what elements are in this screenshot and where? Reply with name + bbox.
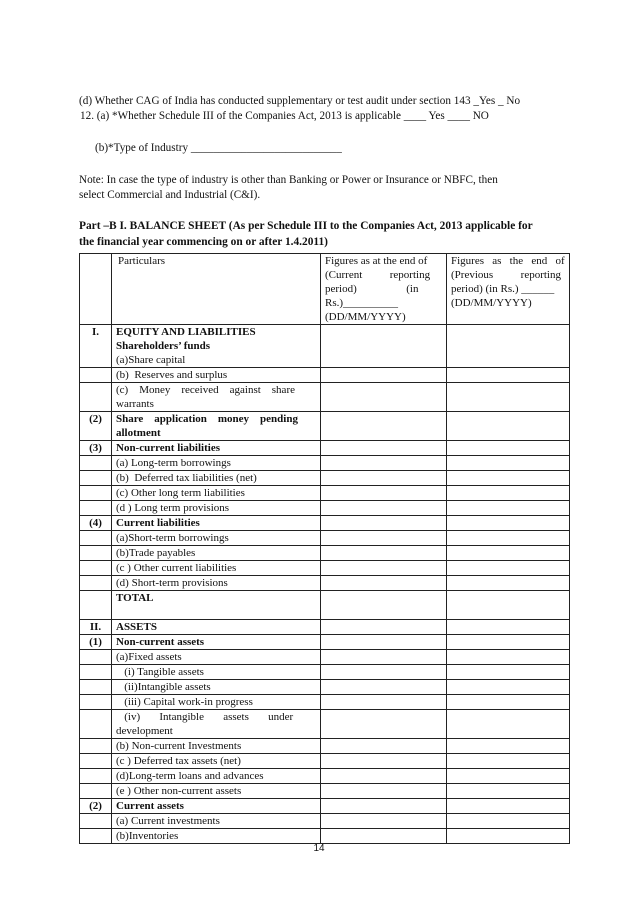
- particulars-line: (b)Inventories: [116, 830, 179, 842]
- current-value-cell: [321, 471, 447, 486]
- row-particulars: [112, 665, 321, 680]
- row-particulars: [112, 739, 321, 754]
- current-value-cell: [321, 325, 447, 368]
- previous-value-cell: [447, 471, 570, 486]
- row-particulars: [112, 383, 321, 412]
- type-of-industry-question: (b)*Type of Industry ___________________________: [95, 142, 342, 154]
- row-particulars: [112, 754, 321, 769]
- row-number: II.: [80, 620, 112, 635]
- particulars-line: (b)Trade payables: [116, 547, 196, 559]
- particulars-line: (c) Other long term liabilities: [116, 487, 245, 499]
- row-number: [80, 383, 112, 412]
- current-value-cell: [321, 784, 447, 799]
- row-number: [80, 576, 112, 591]
- particulars-line: ASSETS: [116, 621, 157, 633]
- particulars-line: (b) Reserves and surplus: [116, 369, 228, 381]
- previous-value-cell: [447, 546, 570, 561]
- particulars-line: (iii) Capital work-in progress: [116, 696, 253, 708]
- row-particulars: [112, 368, 321, 383]
- previous-value-cell: [447, 754, 570, 769]
- header-current-line: period) (in: [325, 283, 419, 295]
- balance-sheet-table: [79, 253, 570, 844]
- row-number: I.: [80, 325, 112, 368]
- previous-value-cell: [447, 814, 570, 829]
- table-row: [80, 412, 570, 441]
- row-number: [80, 471, 112, 486]
- current-value-cell: [321, 814, 447, 829]
- table-row: [80, 576, 570, 591]
- current-value-cell: [321, 531, 447, 546]
- table-row: [80, 325, 570, 368]
- particulars-line: (a)Share capital: [116, 354, 186, 366]
- table-row: [80, 620, 570, 635]
- row-number: [80, 769, 112, 784]
- previous-value-cell: [447, 576, 570, 591]
- current-value-cell: [321, 680, 447, 695]
- row-particulars: [112, 531, 321, 546]
- row-particulars: [112, 591, 321, 620]
- previous-value-cell: [447, 650, 570, 665]
- particulars-line: Non-current liabilities: [116, 442, 220, 454]
- current-value-cell: [321, 368, 447, 383]
- particulars-line: (b) Non-current Investments: [116, 740, 242, 752]
- header-current-period: [321, 254, 447, 325]
- row-number: (1): [80, 635, 112, 650]
- header-current-line: Figures as at the end of: [325, 255, 428, 267]
- row-number: [80, 814, 112, 829]
- table-row: [80, 546, 570, 561]
- table-row: [80, 814, 570, 829]
- previous-value-cell: [447, 620, 570, 635]
- header-num-cell: [80, 254, 112, 325]
- table-row: [80, 516, 570, 531]
- current-value-cell: [321, 576, 447, 591]
- row-particulars: [112, 710, 321, 739]
- previous-value-cell: [447, 635, 570, 650]
- table-row: [80, 799, 570, 814]
- table-row: [80, 665, 570, 680]
- row-particulars: [112, 650, 321, 665]
- particulars-line: (d) Short-term provisions: [116, 577, 228, 589]
- row-particulars: [112, 325, 321, 368]
- current-value-cell: [321, 739, 447, 754]
- current-value-cell: [321, 516, 447, 531]
- row-number: [80, 591, 112, 620]
- previous-value-cell: [447, 368, 570, 383]
- note-line-2: select Commercial and Industrial (C&I).: [79, 189, 261, 201]
- row-particulars: [112, 829, 321, 844]
- particulars-line: Shareholders’ funds: [116, 340, 211, 352]
- particulars-line: (c ) Deferred tax assets (net): [116, 755, 241, 767]
- row-number: [80, 531, 112, 546]
- current-value-cell: [321, 769, 447, 784]
- previous-value-cell: [447, 325, 570, 368]
- schedule-iii-question: 12. (a) *Whether Schedule III of the Companies Act, 2013 is applicable ____ Yes ____ NO: [80, 110, 489, 122]
- row-number: [80, 784, 112, 799]
- previous-value-cell: [447, 710, 570, 739]
- current-value-cell: [321, 710, 447, 739]
- row-number: [80, 680, 112, 695]
- current-value-cell: [321, 383, 447, 412]
- current-value-cell: [321, 501, 447, 516]
- current-value-cell: [321, 486, 447, 501]
- note-line-1: Note: In case the type of industry is other than Banking or Power or Insurance or NBFC, then: [79, 174, 498, 186]
- table-row: [80, 441, 570, 456]
- row-particulars: [112, 441, 321, 456]
- particulars-line: (b) Deferred tax liabilities (net): [116, 472, 257, 484]
- row-number: [80, 829, 112, 844]
- row-number: [80, 546, 112, 561]
- current-value-cell: [321, 754, 447, 769]
- previous-value-cell: [447, 665, 570, 680]
- table-row: [80, 471, 570, 486]
- current-value-cell: [321, 412, 447, 441]
- particulars-line: (c) Money received against share: [116, 384, 295, 396]
- previous-value-cell: [447, 516, 570, 531]
- previous-value-cell: [447, 441, 570, 456]
- current-value-cell: [321, 635, 447, 650]
- row-particulars: [112, 546, 321, 561]
- previous-value-cell: [447, 412, 570, 441]
- table-row: [80, 650, 570, 665]
- header-previous-line: period) (in Rs.) ______: [451, 283, 555, 295]
- row-number: (3): [80, 441, 112, 456]
- row-particulars: [112, 784, 321, 799]
- previous-value-cell: [447, 501, 570, 516]
- row-particulars: [112, 576, 321, 591]
- current-value-cell: [321, 650, 447, 665]
- row-particulars: [112, 620, 321, 635]
- particulars-line: development: [116, 725, 173, 737]
- row-particulars: [112, 814, 321, 829]
- particulars-line: Non-current assets: [116, 636, 205, 648]
- row-number: [80, 501, 112, 516]
- previous-value-cell: [447, 383, 570, 412]
- row-particulars: [112, 516, 321, 531]
- table-row: [80, 769, 570, 784]
- table-row: [80, 591, 570, 620]
- header-current-line: (Current reporting: [325, 269, 431, 281]
- table-row: [80, 368, 570, 383]
- particulars-line: TOTAL: [116, 592, 154, 604]
- current-value-cell: [321, 561, 447, 576]
- table-row: [80, 754, 570, 769]
- previous-value-cell: [447, 456, 570, 471]
- row-number: [80, 754, 112, 769]
- row-number: (2): [80, 412, 112, 441]
- current-value-cell: [321, 591, 447, 620]
- particulars-line: Share application money pending: [116, 413, 298, 425]
- current-value-cell: [321, 695, 447, 710]
- table-header-row: [80, 254, 570, 325]
- current-value-cell: [321, 665, 447, 680]
- row-particulars: [112, 695, 321, 710]
- row-particulars: [112, 486, 321, 501]
- particulars-line: (a)Fixed assets: [116, 651, 182, 663]
- row-particulars: [112, 680, 321, 695]
- previous-value-cell: [447, 769, 570, 784]
- particulars-line: EQUITY AND LIABILITIES: [116, 326, 256, 338]
- particulars-line: (i) Tangible assets: [116, 666, 204, 678]
- particulars-line: Current assets: [116, 800, 184, 812]
- header-particulars: [112, 254, 321, 325]
- particulars-line: [116, 605, 316, 619]
- table-row: [80, 531, 570, 546]
- particulars-line: (e ) Other non-current assets: [116, 785, 242, 797]
- row-particulars: [112, 471, 321, 486]
- row-particulars: [112, 635, 321, 650]
- row-number: [80, 456, 112, 471]
- row-number: [80, 486, 112, 501]
- table-row: [80, 829, 570, 844]
- current-value-cell: [321, 799, 447, 814]
- particulars-line: (c ) Other current liabilities: [116, 562, 237, 574]
- page-number: 14: [313, 843, 325, 854]
- current-value-cell: [321, 829, 447, 844]
- row-number: [80, 368, 112, 383]
- previous-value-cell: [447, 591, 570, 620]
- row-number: [80, 739, 112, 754]
- table-row: [80, 561, 570, 576]
- table-row: [80, 456, 570, 471]
- current-value-cell: [321, 441, 447, 456]
- particulars-line: allotment: [116, 427, 161, 439]
- header-previous-line: Figures as the end of: [451, 255, 565, 267]
- table-row: [80, 739, 570, 754]
- header-previous-period: [447, 254, 570, 325]
- row-particulars: [112, 769, 321, 784]
- row-number: [80, 710, 112, 739]
- table-row: [80, 486, 570, 501]
- row-number: [80, 561, 112, 576]
- table-row: [80, 635, 570, 650]
- cag-audit-question: (d) Whether CAG of India has conducted supplementary or test audit under section 143 _Yes _ No: [79, 95, 521, 107]
- row-number: (2): [80, 799, 112, 814]
- row-particulars: [112, 561, 321, 576]
- row-number: [80, 665, 112, 680]
- previous-value-cell: [447, 739, 570, 754]
- table-row: [80, 784, 570, 799]
- previous-value-cell: [447, 784, 570, 799]
- row-particulars: [112, 799, 321, 814]
- particulars-line: (d)Long-term loans and advances: [116, 770, 264, 782]
- particulars-line: (d ) Long term provisions: [116, 502, 230, 514]
- particulars-line: (a) Long-term borrowings: [116, 457, 231, 469]
- row-particulars: [112, 501, 321, 516]
- previous-value-cell: [447, 561, 570, 576]
- previous-value-cell: [447, 680, 570, 695]
- balance-sheet-heading-line-1: Part –B I. BALANCE SHEET (As per Schedule III to the Companies Act, 2013 applicable for: [79, 220, 533, 232]
- header-current-line: Rs.)__________: [325, 297, 399, 309]
- current-value-cell: [321, 546, 447, 561]
- particulars-line: (a)Short-term borrowings: [116, 532, 229, 544]
- previous-value-cell: [447, 799, 570, 814]
- particulars-line: (ii)Intangible assets: [116, 681, 211, 693]
- previous-value-cell: [447, 486, 570, 501]
- particulars-line: Current liabilities: [116, 517, 200, 529]
- particulars-line: (a) Current investments: [116, 815, 220, 827]
- table-row: [80, 383, 570, 412]
- header-particulars-label: Particulars: [118, 255, 166, 267]
- row-number: [80, 695, 112, 710]
- previous-value-cell: [447, 695, 570, 710]
- row-number: [80, 650, 112, 665]
- row-number: (4): [80, 516, 112, 531]
- particulars-line: warrants: [116, 398, 154, 410]
- header-current-line: (DD/MM/YYYY): [325, 311, 406, 323]
- particulars-line: (iv) Intangible assets under: [116, 711, 294, 723]
- table-row: [80, 695, 570, 710]
- current-value-cell: [321, 620, 447, 635]
- header-previous-line: (Previous reporting: [451, 269, 561, 281]
- row-particulars: [112, 456, 321, 471]
- header-previous-line: (DD/MM/YYYY): [451, 297, 532, 309]
- current-value-cell: [321, 456, 447, 471]
- row-particulars: [112, 412, 321, 441]
- table-row: [80, 501, 570, 516]
- table-row: [80, 710, 570, 739]
- previous-value-cell: [447, 531, 570, 546]
- previous-value-cell: [447, 829, 570, 844]
- balance-sheet-heading-line-2: the financial year commencing on or after 1.4.2011): [79, 236, 328, 248]
- table-row: [80, 680, 570, 695]
